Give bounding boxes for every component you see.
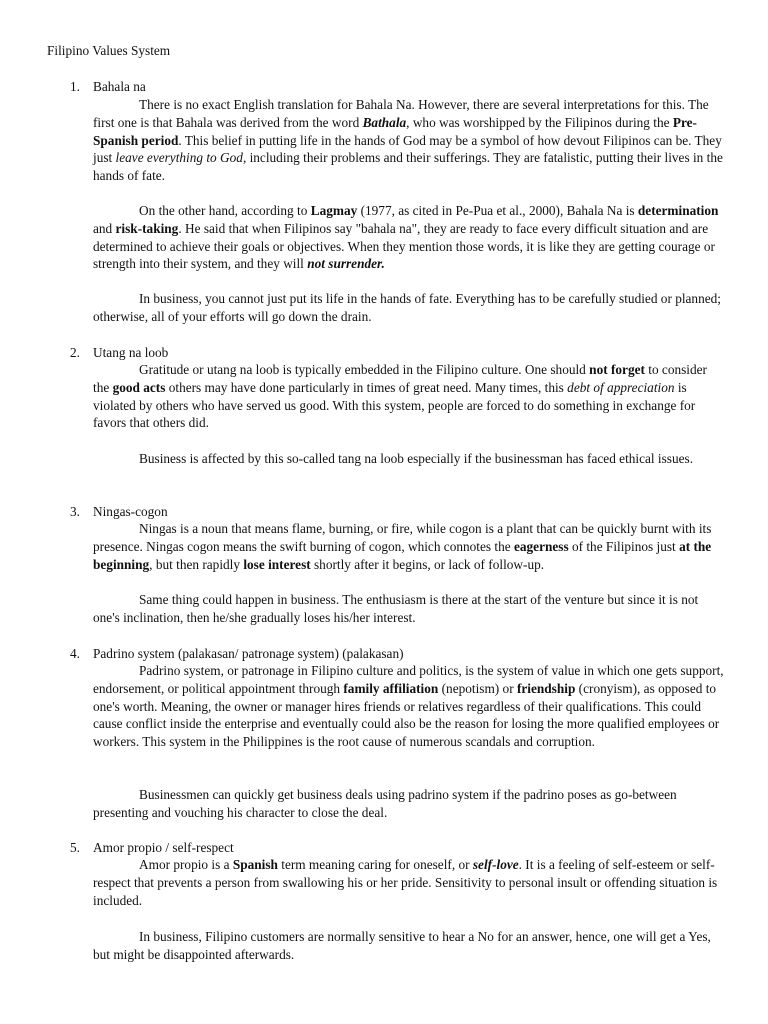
italic-text: leave everything to God — [115, 150, 243, 166]
paragraph: In business, Filipino customers are normally sensitive to hear a No for an answer, hence, one will get a Yes, but might be disappointed afterwards. — [93, 929, 711, 962]
list-item-number: 5. — [70, 840, 80, 855]
list-item-heading — [70, 503, 168, 521]
bold-text: friendship — [516, 680, 576, 696]
bold-italic-text: not surrender. — [307, 256, 385, 272]
list-item-number: 4. — [70, 646, 80, 661]
bold-text: Spanish — [232, 857, 278, 872]
paragraph: On the other hand, according to Lagmay (1977, as cited in Pe-Pua et al., 2000), Bahala Na is determination and risk-taking. He said that when Filipinos say "bahala na", they are ready to face every difficult situation and are determined to achieve their goals or objectives. When they mention those words, it is like they are getting courage or strength into their system, and they will not surrender. — [93, 203, 719, 272]
list-item-title: Ningas-cogon — [93, 504, 168, 519]
bold-italic-text: Bathala — [362, 114, 407, 130]
list-item-title: Bahala na — [93, 79, 146, 94]
bold-text: determination — [637, 203, 719, 218]
bold-text: eagerness — [513, 538, 569, 554]
list-item-heading — [70, 839, 234, 857]
bold-text: Lagmay — [310, 203, 358, 218]
paragraph: Same thing could happen in business. The enthusiasm is there at the start of the venture but since it is not one's inclination, then he/she gradually loses his/her interest. — [93, 592, 699, 625]
bold-italic-text: self-love — [472, 857, 519, 872]
paragraph: Ningas is a noun that means flame, burning, or fire, while cogon is a plant that can be quickly burnt with its presence. Ningas cogon means the swift burning of cogon, which connotes the eagerness of the Filipinos just at the beginning, but then rapidly lose interest shortly after it begins, or lack of follow-up. — [93, 521, 712, 572]
bold-text: family affiliation — [343, 680, 439, 696]
bold-text: risk-taking — [115, 220, 179, 236]
bold-text: not forget — [589, 362, 645, 377]
list-item-number: 1. — [70, 79, 80, 94]
document-title: Filipino Values System — [47, 43, 171, 58]
list-item-number: 3. — [70, 504, 80, 519]
italic-text: debt of appreciation — [567, 379, 675, 395]
paragraph: Gratitude or utang na loob is typically embedded in the Filipino culture. One should not forget to consider the good acts others may have done particularly in times of great need. Many times, this debt of appreciation is violated by others who have served us good. With this system, people are forced to do something in exchange for favors that others did. — [93, 362, 707, 431]
bold-text: at the beginning — [93, 538, 712, 572]
bold-text: Pre-Spanish period — [93, 114, 697, 148]
paragraph: Businessmen can quickly get business deals using padrino system if the padrino poses as go-between presenting and vouching his character to close the deal. — [93, 787, 677, 820]
list-item-number: 2. — [70, 345, 80, 360]
list-item-heading — [70, 645, 404, 663]
paragraph: There is no exact English translation for Bahala Na. However, there are several interpretations for this. The first one is that Bahala was derived from the word Bathala, who was worshipped by the Filipinos during the Pre-Spanish period. This belief in putting life in the hands of God may be a symbol of how devout Filipinos can be. They just leave everything to God, including their problems and their sufferings. They are fatalistic, putting their lives in the hands of fate. — [93, 97, 723, 184]
paragraph: Business is affected by this so-called tang na loob especially if the businessman has faced ethical issues. — [139, 451, 694, 466]
paragraph: Padrino system, or patronage in Filipino culture and politics, is the system of value in which one gets support, endorsement, or political appointment through family affiliation (nepotism) or friendship (cronyism), as opposed to one's worth. Meaning, the owner or manager hires friends or relatives regardless of their qualifications. This could cause conflict inside the enterprise and eventually could also be the reason for losing the more qualified employees or workers. This system in the Philippines is the root cause of numerous scandals and corruption. — [93, 663, 724, 750]
bold-text: lose interest — [243, 556, 311, 572]
list-item-title: Padrino system (palakasan/ patronage system) (palakasan) — [93, 646, 404, 661]
paragraph: In business, you cannot just put its life in the hands of fate. Everything has to be carefully studied or planned; otherwise, all of your efforts will go down the drain. — [93, 291, 721, 324]
list-item-title: Amor propio / self-respect — [93, 840, 234, 855]
bold-text: good acts — [112, 379, 166, 395]
paragraph: Amor propio is a Spanish term meaning caring for oneself, or self-love. It is a feeling of self-esteem or self-respect that prevents a person from swallowing his or her pride. Sensitivity to personal insult or offending situation is included. — [93, 857, 718, 908]
list-item-title: Utang na loob — [93, 345, 169, 360]
list-item-heading — [70, 78, 146, 96]
list-item-heading — [70, 344, 168, 362]
